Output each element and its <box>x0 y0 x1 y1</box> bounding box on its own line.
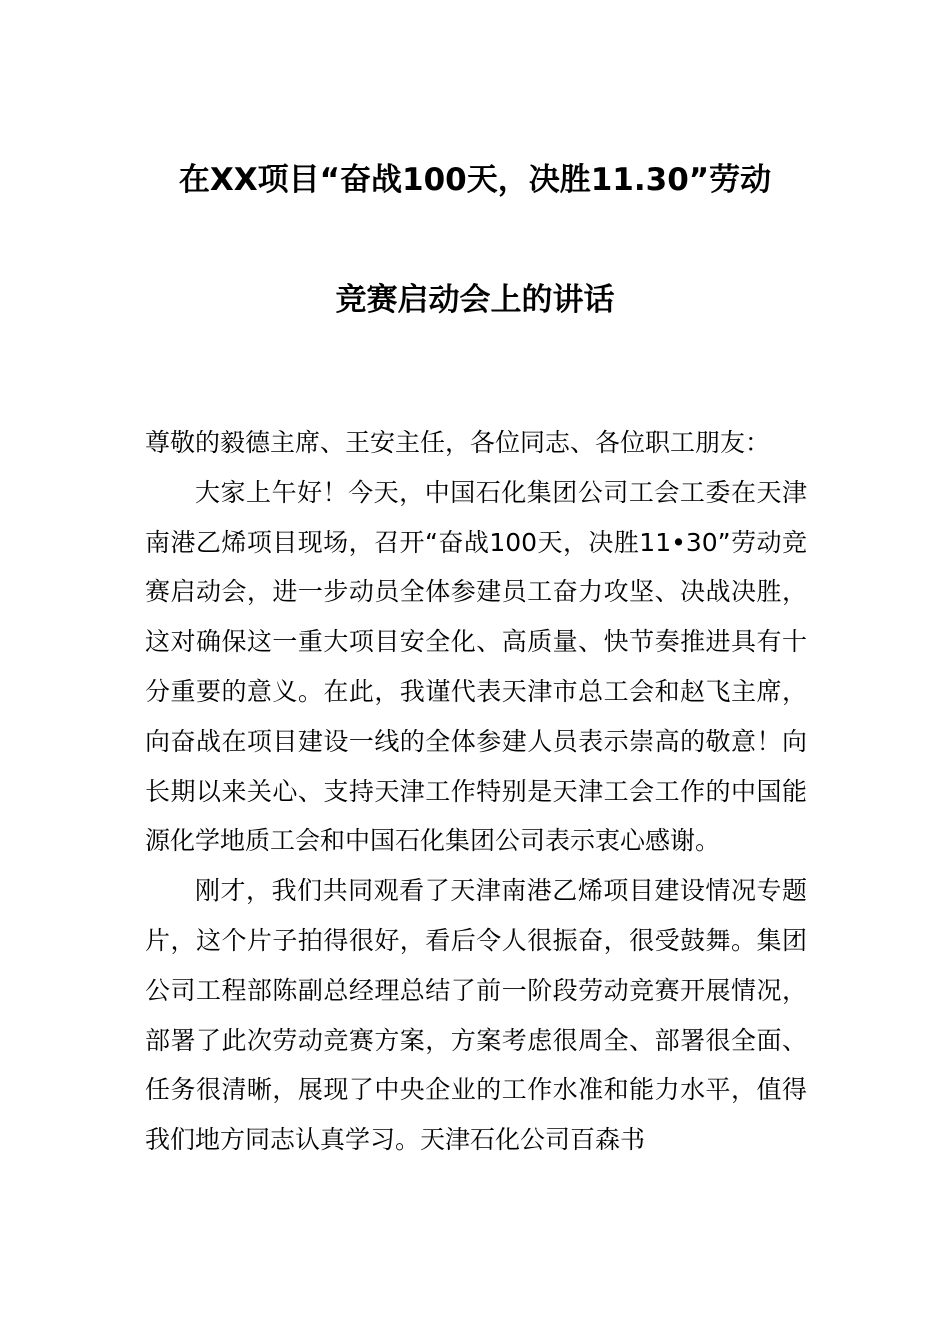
document-title-line-1: 在XX项目“奋战100天，决胜11.30”劳动 <box>178 162 772 198</box>
salutation: 尊敬的毅德主席、王安主任，各位同志、各位职工朋友： <box>145 428 771 457</box>
document-body <box>145 418 807 1165</box>
document-title-line-2: 竞赛启动会上的讲话 <box>335 282 615 318</box>
paragraph-2: 刚才，我们共同观看了天津南港乙烯项目建设情况专题片，这个片子拍得很好，看后令人很振奋，很受鼓舞。集团公司工程部陈副总经理总结了前一阶段劳动竞赛开展情况，部署了此次劳动竞赛方案，方案考虑很周全、部署很全面、任务很清晰，展现了中央企业的工作水准和能力水平，值得我们地方同志认真学习。天津石化公司百森书 <box>145 876 807 1155</box>
paragraph-1: 大家上午好！今天，中国石化集团公司工会工委在天津南港乙烯项目现场，召开“奋战100天，决胜11•30”劳动竞赛启动会，进一步动员全体参建员工奋力攻坚、决战决胜，这对确保这一重大项目安全化、高质量、快节奏推进具有十分重要的意义。在此，我谨代表天津市总工会和赵飞主席，向奋战在项目建设一线的全体参建人员表示崇高的敬意！向长期以来关心、支持天津工作特别是天津工会工作的中国能源化学地质工会和中国石化集团公司表示衷心感谢。 <box>145 477 807 856</box>
